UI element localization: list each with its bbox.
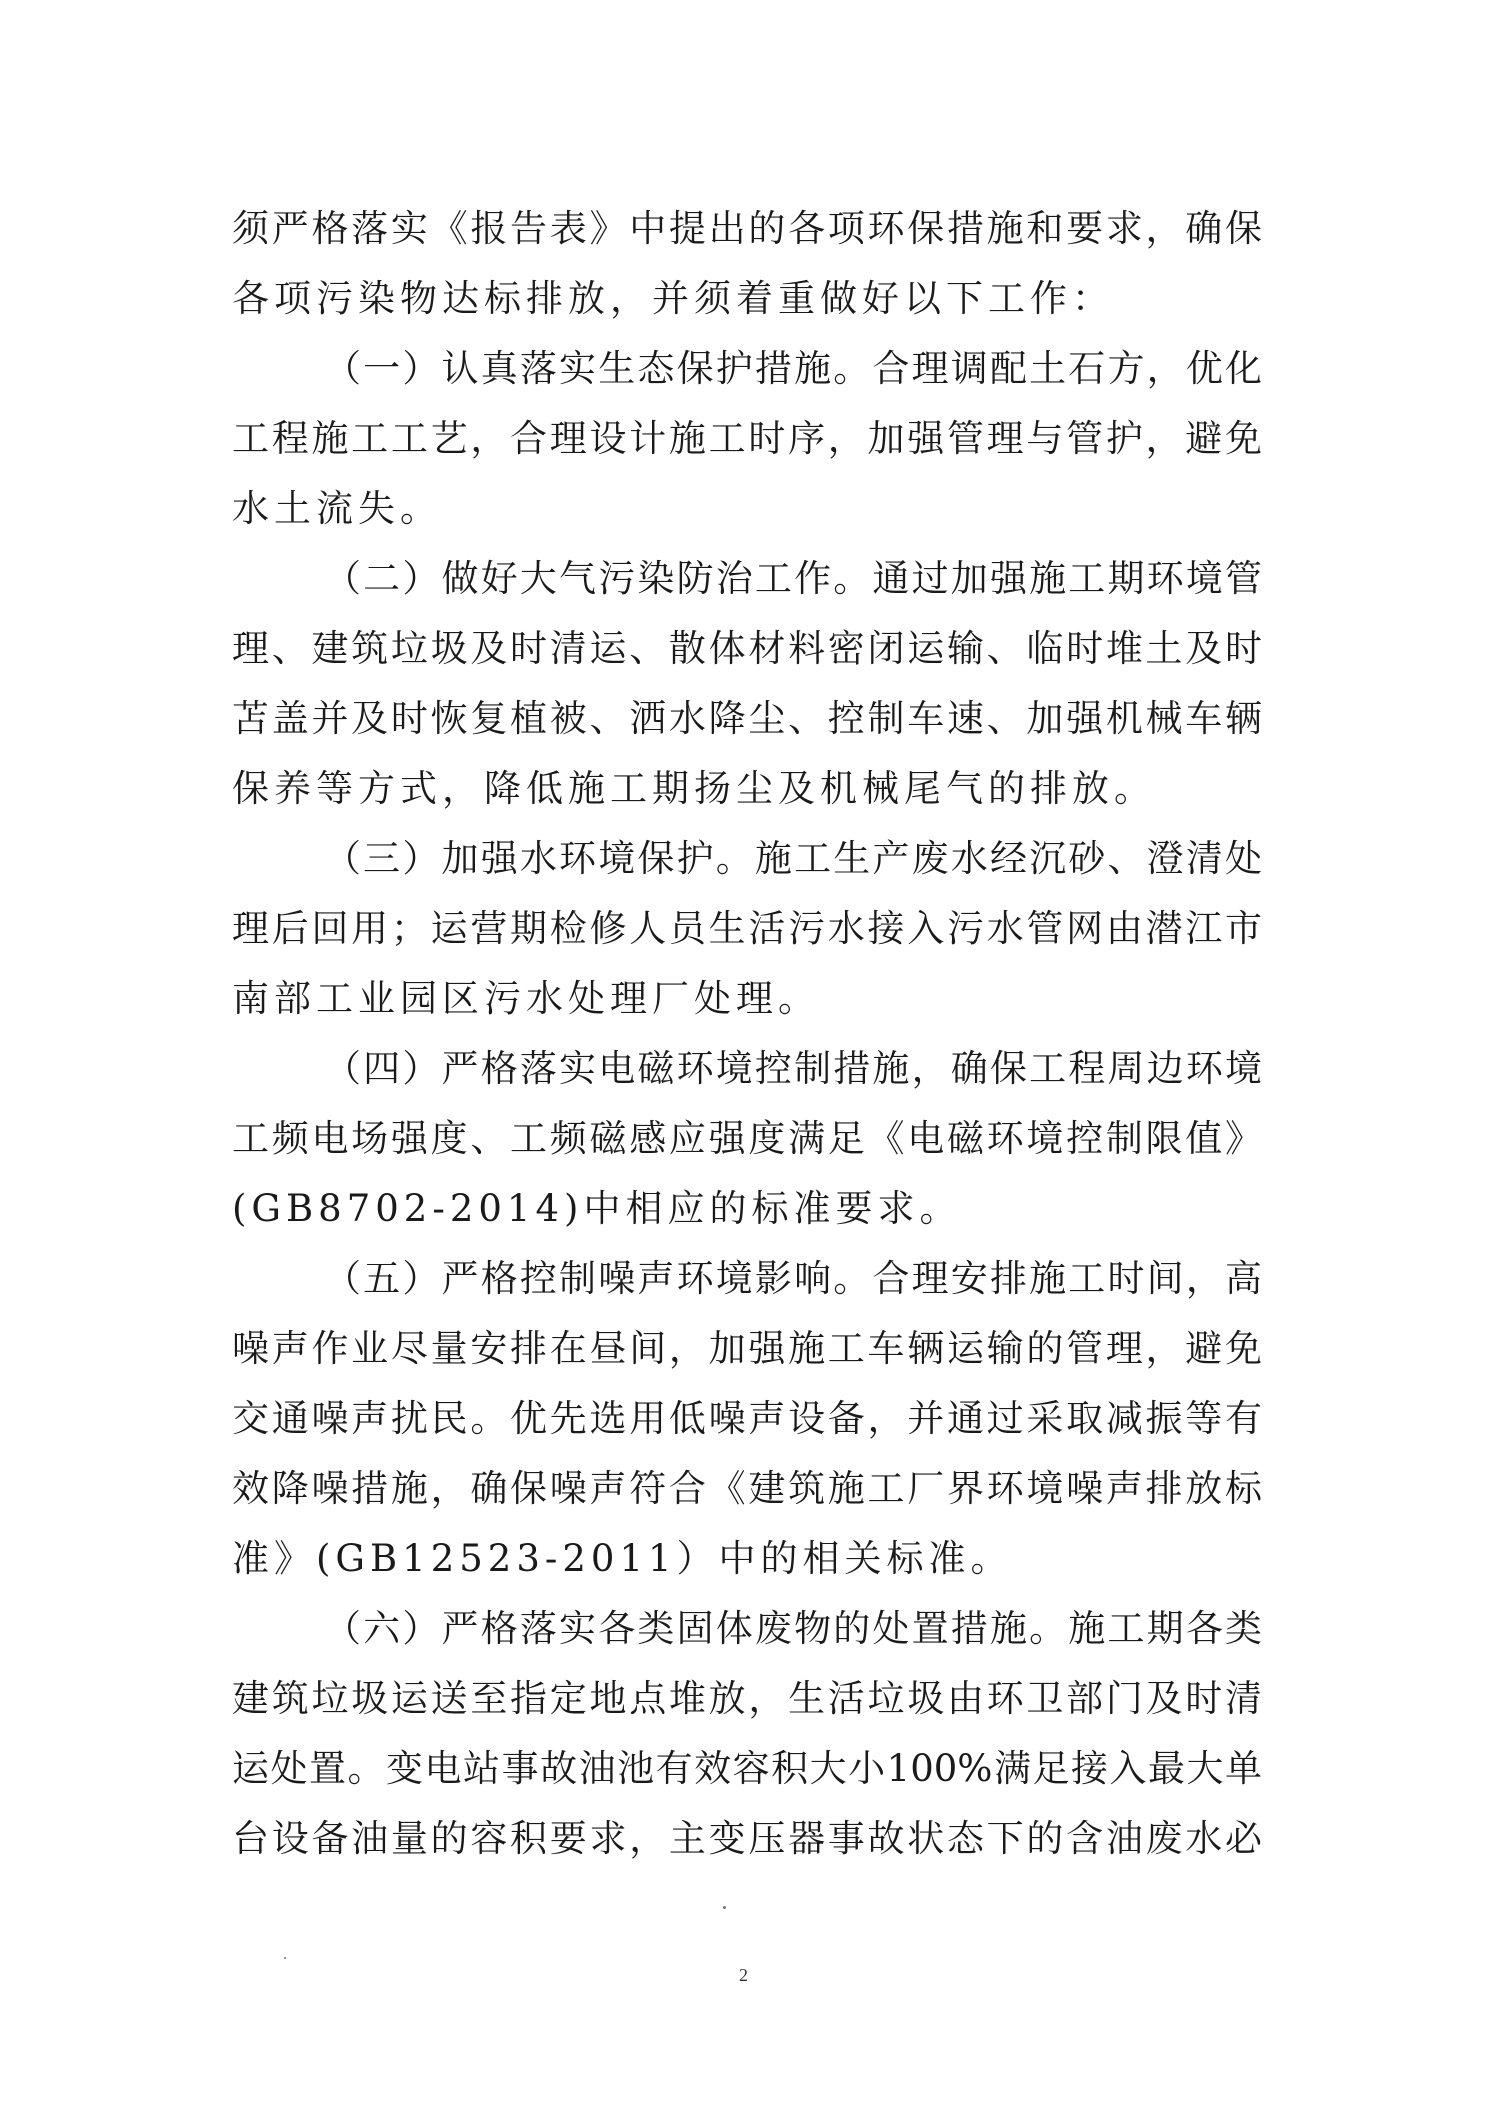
paragraph-6-start: （六）严格落实各类固体废物的处置措施。施工期各类 (324, 1607, 1262, 1650)
paragraph-4-start: （四）严格落实电磁环境控制措施，确保工程周边环境 (324, 1047, 1262, 1090)
text-line: 苫盖并及时恢复植被、洒水降尘、控制车速、加强机械车辆 (232, 697, 1262, 740)
text-line: 水土流失。 (232, 487, 442, 530)
text-line: 工程施工工艺，合理设计施工时序，加强管理与管护，避免 (232, 417, 1262, 460)
paragraph-5-start: （五）严格控制噪声环境影响。合理安排施工时间，高 (324, 1257, 1262, 1300)
paragraph-3-start: （三）加强水环境保护。施工生产废水经沉砂、澄清处 (324, 837, 1262, 880)
scan-speck (723, 1906, 726, 1909)
text-line: 工频电场强度、工频磁感应强度满足《电磁环境控制限值》 (232, 1117, 1262, 1160)
text-line: 理后回用；运营期检修人员生活污水接入污水管网由潜江市 (232, 907, 1262, 950)
text-line: 噪声作业尽量安排在昼间，加强施工车辆运输的管理，避免 (232, 1327, 1262, 1370)
text-line: 运处置。变电站事故油池有效容积大小100%满足接入最大单 (232, 1747, 1262, 1790)
text-line: 台设备油量的容积要求，主变压器事故状态下的含油废水必 (232, 1817, 1262, 1860)
paragraph-1-start: （一）认真落实生态保护措施。合理调配土石方，优化 (324, 347, 1262, 390)
text-line: 理、建筑垃圾及时清运、散体材料密闭运输、临时堆土及时 (232, 627, 1262, 670)
text-line: (GB8702-2014)中相应的标准要求。 (232, 1187, 962, 1230)
text-line: 须严格落实《报告表》中提出的各项环保措施和要求，确保 (232, 207, 1262, 250)
text-line: 建筑垃圾运送至指定地点堆放，生活垃圾由环卫部门及时清 (232, 1677, 1262, 1720)
scan-speck (284, 1957, 286, 1959)
paragraph-2-start: （二）做好大气污染防治工作。通过加强施工期环境管 (324, 557, 1262, 600)
text-line: 准》(GB12523-2011）中的相关标准。 (232, 1537, 1013, 1580)
text-line: 南部工业园区污水处理厂处理。 (232, 977, 820, 1020)
body-text (232, 194, 1262, 1874)
text-line: 交通噪声扰民。优先选用低噪声设备，并通过采取减振等有 (232, 1397, 1262, 1440)
text-line: 各项污染物达标排放，并须着重做好以下工作： (232, 277, 1114, 320)
page-number: 2 (739, 1965, 748, 1985)
text-line: 效降噪措施，确保噪声符合《建筑施工厂界环境噪声排放标 (232, 1467, 1262, 1510)
text-line: 保养等方式，降低施工期扬尘及机械尾气的排放。 (232, 767, 1156, 810)
